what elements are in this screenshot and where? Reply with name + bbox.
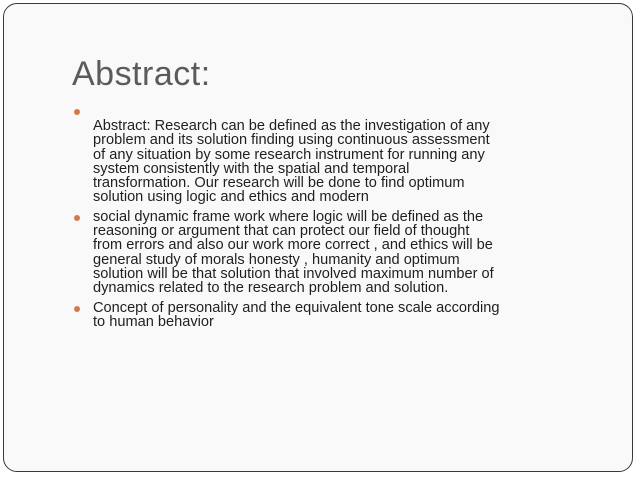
bullet-text-1: Abstract: Research can be defined as the investigation of any problem and its solution finding using continuous assessment of any situation by some research instrument for running any system consistently with the spatial and temporal transformation. Our research will be done to find optimum solution using logic and ethics and modern <box>93 118 490 206</box>
bullet-text-2: social dynamic frame work where logic will be defined as the reasoning or argument that can protect our field of thought from errors and also our work more correct , and ethics will be general study of morals honesty , humanity and optimum solution will be that solution that involved maximum number of dynamics related to the research problem and solution. <box>93 208 494 297</box>
bullet-item-3 <box>72 301 502 330</box>
slide-frame <box>3 3 633 472</box>
bullet-item-2 <box>72 210 502 296</box>
slide-title: Abstract: <box>72 55 211 93</box>
bullet-list <box>72 104 502 329</box>
bullet-dot-icon <box>74 109 80 115</box>
bullet-text-3: Concept of personality and the equivalent tone scale according to human behavior <box>93 299 500 330</box>
bullet-dot-icon <box>74 306 80 312</box>
bullet-spacer <box>93 104 502 119</box>
bullet-item-1 <box>72 104 502 205</box>
bullet-dot-icon <box>74 215 80 221</box>
